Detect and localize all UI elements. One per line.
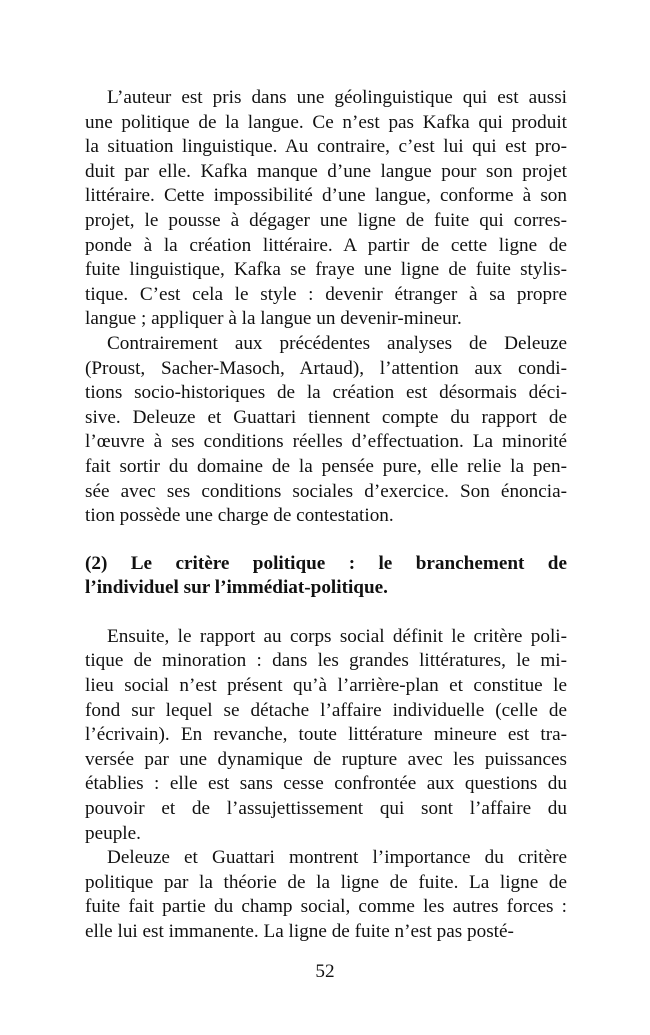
page-number: 52 xyxy=(315,961,335,982)
text-line: Deleuze et Guattari montrent l’importance du critère xyxy=(107,847,567,869)
text-line: fond sur lequel se détache l’affaire individuelle (celle de xyxy=(85,699,567,721)
text-line: peuple. xyxy=(85,822,141,844)
text-line: Contrairement aux précédentes analyses de Deleuze xyxy=(107,332,567,354)
text-line: politique par la théorie de la ligne de fuite. La ligne de xyxy=(85,871,567,893)
text-line: littéraire. Cette impossibilité d’une langue, conforme à son xyxy=(85,185,567,207)
text-line: L’auteur est pris dans une géolinguistique qui est aussi xyxy=(107,87,567,108)
heading-line-2: l’individuel sur l’immédiat-politique. xyxy=(85,577,388,599)
text-line: duit par elle. Kafka manque d’une langue pour son projet xyxy=(85,160,567,182)
text-line: versée par une dynamique de rupture avec les puissances xyxy=(85,748,567,770)
text-line: fuite fait partie du champ social, comme les autres forces : xyxy=(85,896,567,918)
text-line: sée avec ses conditions sociales d’exercice. Son énoncia- xyxy=(85,480,567,502)
heading-line-1: (2) Le critère politique : le branchement de xyxy=(85,552,567,574)
text-line: (Proust, Sacher-Masoch, Artaud), l’attention aux condi- xyxy=(85,357,567,379)
text-line: langue ; appliquer à la langue un devenir-mineur. xyxy=(85,308,462,330)
text-line: l’écrivain). En revanche, toute littérature mineure est tra- xyxy=(85,724,567,746)
page-body xyxy=(85,86,567,945)
text-line: la situation linguistique. Au contraire, c’est lui qui est pro- xyxy=(85,136,567,158)
text-line: lieu social n’est présent qu’à l’arrière-plan et constitue le xyxy=(85,675,567,697)
text-line: fuite linguistique, Kafka se fraye une ligne de fuite stylis- xyxy=(85,259,567,281)
text-line: tique. C’est cela le style : devenir étranger à sa propre xyxy=(85,283,567,305)
text-line: ponde à la création littéraire. A partir de cette ligne de xyxy=(85,234,567,256)
text-block-1 xyxy=(85,86,567,529)
text-line: tion possède une charge de contestation. xyxy=(85,505,394,527)
text-line: elle lui est immanente. La ligne de fuite n’est pas posté- xyxy=(85,921,514,942)
text-block-2 xyxy=(85,625,567,945)
text-line: une politique de la langue. Ce n’est pas Kafka qui produit xyxy=(85,111,567,133)
section-heading xyxy=(85,552,567,601)
text-line: pouvoir et de l’assujettissement qui sont l’affaire du xyxy=(85,798,567,820)
text-line: l’œuvre à ses conditions réelles d’effectuation. La minorité xyxy=(85,431,567,453)
text-line: tique de minoration : dans les grandes littératures, le mi- xyxy=(85,650,567,672)
text-line: tions socio-historiques de la création est désormais déci- xyxy=(85,382,567,404)
text-line: Ensuite, le rapport au corps social définit le critère poli- xyxy=(107,625,567,647)
text-line: établies : elle est sans cesse confrontée aux questions du xyxy=(85,773,567,795)
text-line: projet, le pousse à dégager une ligne de fuite qui corres- xyxy=(85,209,567,231)
text-line: fait sortir du domaine de la pensée pure, elle relie la pen- xyxy=(85,455,567,477)
text-line: sive. Deleuze et Guattari tiennent compte du rapport de xyxy=(85,406,567,428)
